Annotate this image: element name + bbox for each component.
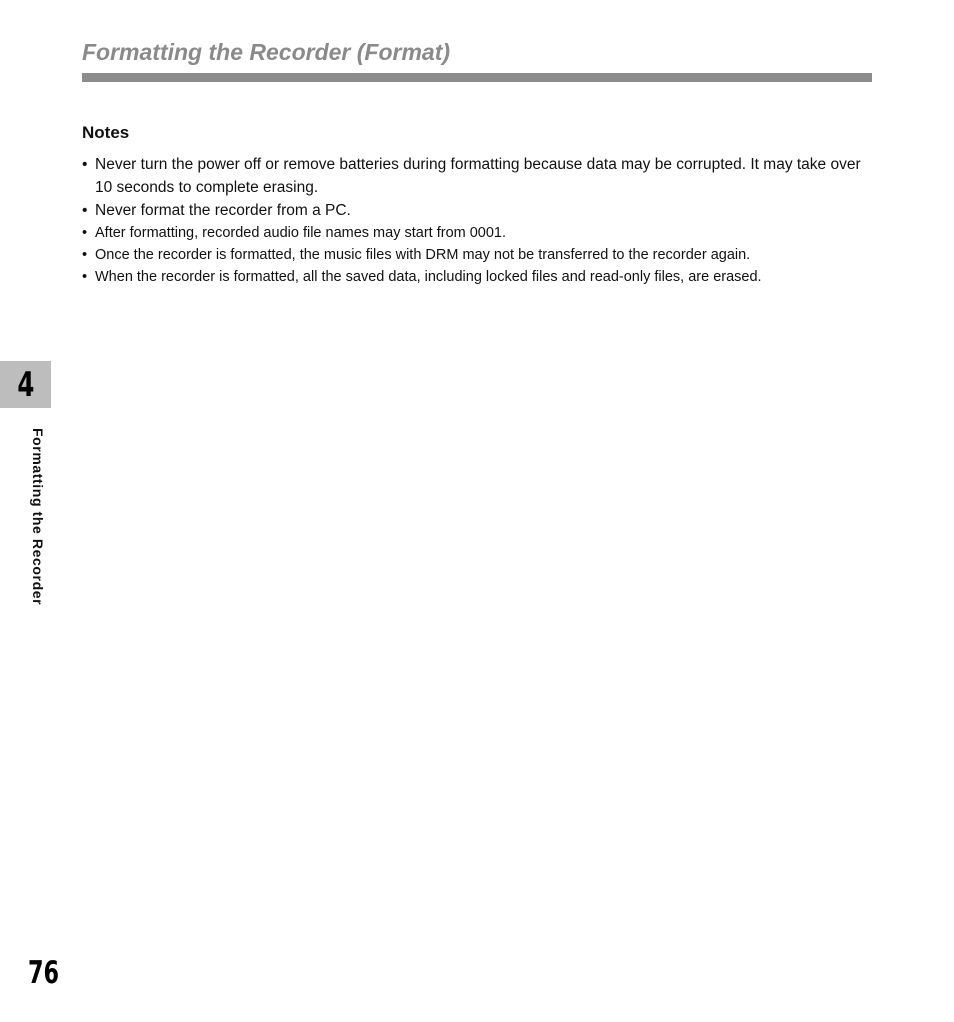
note-text: After formatting, recorded audio file names may start from 0001.	[95, 225, 507, 241]
title-rule	[82, 73, 872, 82]
note-item	[82, 222, 882, 244]
note-item	[82, 244, 882, 266]
note-text: Once the recorder is formatted, the music files with DRM may not be transferred to the recorder again.	[95, 247, 751, 263]
bullet: •	[82, 202, 88, 219]
page-number-text: 76	[28, 955, 60, 991]
bullet: •	[82, 269, 88, 285]
section-title: Formatting the Recorder (Format)	[82, 39, 451, 65]
page-number	[28, 955, 71, 991]
chapter-number: 4	[16, 364, 35, 405]
note-text: Never turn the power off or remove batteries during formatting because data may be corrupted. It may take over 10 seconds to complete erasing.	[95, 156, 861, 196]
chapter-side-label: Formatting the Recorder	[30, 428, 46, 606]
notes-list	[82, 153, 882, 288]
bullet: •	[82, 156, 88, 173]
notes-heading: Notes	[82, 123, 130, 142]
note-item	[82, 266, 882, 288]
note-item	[82, 153, 882, 199]
note-item	[82, 199, 882, 222]
bullet: •	[82, 225, 88, 241]
chapter-tab	[0, 361, 51, 408]
note-text: Never format the recorder from a PC.	[95, 202, 351, 219]
bullet: •	[82, 247, 88, 263]
note-text: When the recorder is formatted, all the saved data, including locked files and read-only files, are erased.	[95, 269, 762, 285]
